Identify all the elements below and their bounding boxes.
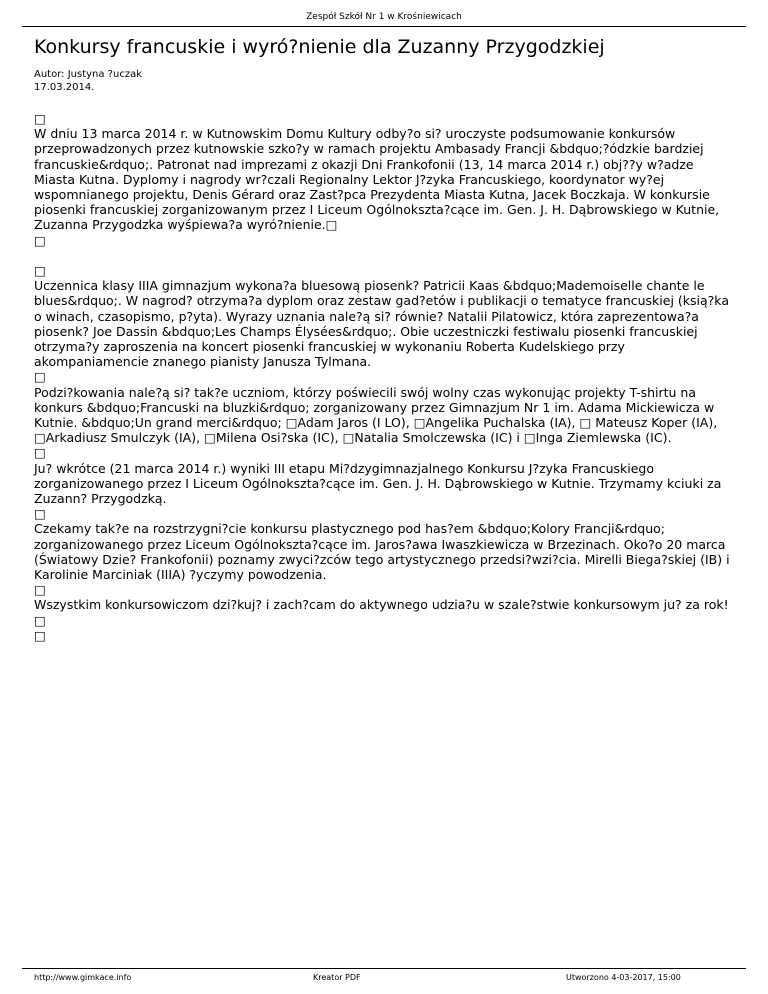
paragraph: □ — [34, 111, 46, 126]
school-name: Zespół Szkół Nr 1 w Krośniewicach — [306, 12, 462, 22]
paragraph: □ — [34, 263, 46, 279]
paragraph: □ — [34, 582, 46, 598]
article-body — [34, 111, 734, 643]
paragraph: Czekamy tak?e na rozstrzygni?cie konkursu plastycznego pod has?em &bdquo;Kolory Francji&rdquo; zorganizowanego przez Liceum Ogólnokszta?cące im. Jaros?awa Iwaszkiewicza w Brzezinach. Oko?o 20 marca (Światowy Dzie? Frankofonii) poznamy zwyci?zców tego artystycznego przedsi?wzi?cia. Mirelli Biega?skiej (IB) i Karolinie Marciniak (IIIA) ?yczymy powodzenia. — [34, 521, 730, 583]
page-header — [0, 11, 768, 23]
footer-generator: Kreator PDF — [313, 973, 361, 982]
paragraph: □ — [34, 627, 46, 643]
paragraph: Podzi?kowania nale?ą si? tak?e uczniom, którzy poświecili swój wolny czas wykonując projekty T-shirtu na konkurs &bdquo;Francuski na bluzki&rdquo; zorganizowany przez Gimnazjum Nr 1 im. Adama Mickiewicza w Kutnie. &bdquo;Un grand merci&rdquo; □Adam Jaros (I LO), □Angelika Puchalska (IA), □ Mateusz Koper (IA), □Arkadiusz Smulczyk (IA), □Milena Osi?ska (IC), □Natalia Smolczewska (IC) i □Inga Ziemlewska (IC). — [34, 384, 718, 446]
article-meta — [34, 68, 142, 94]
page-footer — [0, 973, 768, 985]
author-line: Autor: Justyna ?uczak — [34, 69, 142, 80]
paragraph: □ — [34, 369, 46, 385]
paragraph-spacer — [34, 248, 734, 263]
header-divider — [22, 26, 746, 27]
article-title: Konkursy francuskie i wyró?nienie dla Zuzanny Przygodzkiej — [34, 36, 605, 58]
paragraph: □ — [34, 445, 46, 461]
footer-created: Utworzono 4-03-2017, 15:00 — [566, 973, 681, 982]
article-date: 17.03.2014. — [34, 82, 95, 93]
paragraph: □ — [34, 232, 46, 248]
paragraph: Uczennica klasy IIIA gimnazjum wykona?a bluesową piosenk? Patricii Kaas &bdquo;Mademoiselle chante le blues&rdquo;. W nagrod? otrzyma?a dyplom oraz zestaw gad?etów i publikacji o tematyce francuskiej (ksią?ka o winach, czasopismo, p?yta). Wyrazy uznania nale?ą si? równie? Natalii Pilatowicz, która zaprezentowa?a piosenk? Joe Dassin &bdquo;Les Champs Élysées&rdquo;. Obie uczestniczki festiwalu piosenki francuskiej otrzyma?y zaproszenia na koncert piosenki francuskiej w wykonaniu Roberta Kudelskiego przy akompaniamencie znanego pianisty Janusza Tylmana. — [34, 278, 729, 370]
footer-url-link[interactable]: http://www.gimkace.info — [34, 973, 132, 982]
footer-divider — [22, 968, 746, 969]
paragraph: Wszystkim konkursowiczom dzi?kuj? i zach?cam do aktywnego udzia?u w szale?stwie konkursowym ju? za rok!□ — [34, 597, 729, 628]
paragraph: Ju? wkrótce (21 marca 2014 r.) wyniki III etapu Mi?dzygimnazjalnego Konkursu J?zyka Francuskiego zorganizowanego przez I Liceum Ogólnokszta?cące im. Gen. J. H. Dąbrowskiego w Kutnie. Trzymamy kciuki za Zuzann? Przygodzką. — [34, 460, 722, 507]
paragraph: W dniu 13 marca 2014 r. w Kutnowskim Domu Kultury odby?o si? uroczyste podsumowanie konkursów przeprowadzonych przez kutnowskie szko?y w ramach projektu Ambasady Francji &bdquo;?ódzkie bardziej francuskie&rdquo;. Patronat nad imprezami z okazji Dni Frankofonii (13, 14 marca 2014 r.) obj??y w?adze Miasta Kutna. Dyplomy i nagrody wr?czali Regionalny Lektor J?zyka Francuskiego, koordynator wy?ej wspomnianego projektu, Denis Gérard oraz Zast?pca Prezydenta Miasta Kutna, Jacek Boczkaja. W konkursie piosenki francuskiej zorganizowanym przez I Liceum Ogólnokszta?cące im. Gen. J. H. Dąbrowskiego w Kutnie, Zuzanna Przygodzka wyśpiewa?a wyró?nienie.□ — [34, 126, 720, 233]
paragraph: □ — [34, 506, 46, 522]
